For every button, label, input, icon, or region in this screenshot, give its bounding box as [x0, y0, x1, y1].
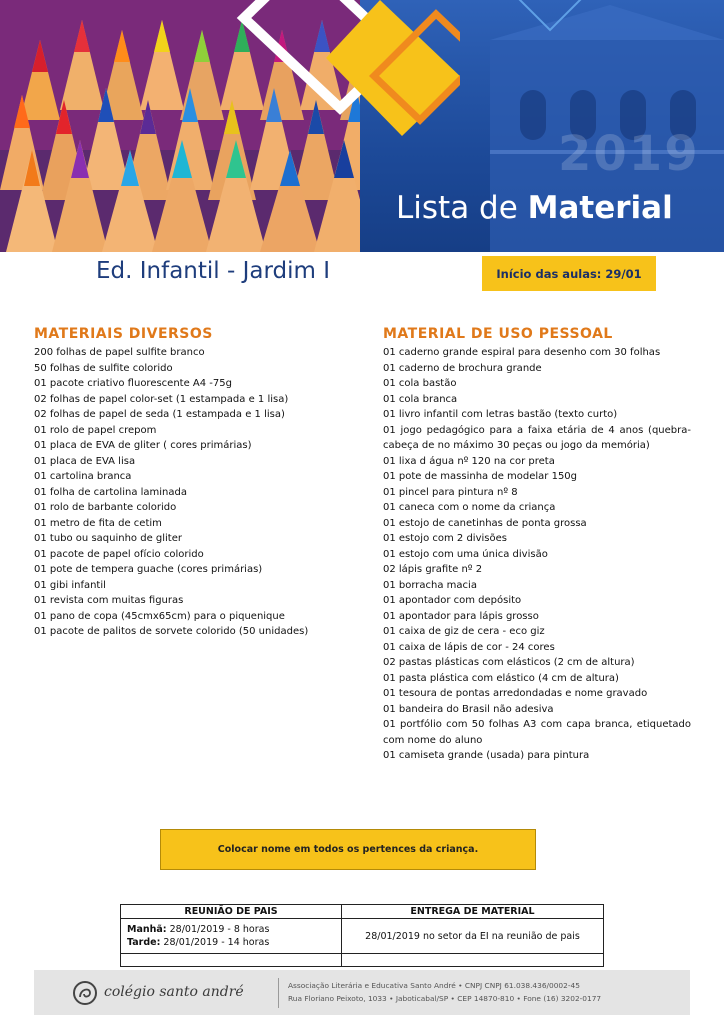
class-start-badge [482, 256, 656, 291]
footer [34, 970, 690, 1015]
list-item: 01 borracha macia [383, 579, 477, 591]
list-item: 01 metro de fita de cetim [34, 517, 162, 529]
meeting-times-cell [121, 919, 342, 954]
material-uso-pessoal-section [383, 326, 691, 764]
list-item: 01 cola bastão [383, 378, 457, 389]
list-item: 01 rolo de papel crepom [34, 424, 157, 436]
materiais-diversos-heading: MATERIAIS DIVERSOS [34, 326, 213, 342]
list-item: 02 pastas plásticas com elásticos (2 cm de altura) [383, 657, 635, 668]
list-item: 50 folhas de sulfite colorido [34, 362, 173, 374]
list-item: 01 cola branca [383, 393, 458, 405]
reuniao-header: REUNIÃO DE PAIS [121, 905, 342, 919]
empty-cell [342, 954, 604, 967]
list-item: 01 tesoura de pontas arredondadas e nome gravado [383, 688, 648, 699]
list-item: 200 folhas de papel sulfite branco [34, 347, 205, 358]
address-line-2: Rua Floriano Peixoto, 1033 • Jaboticabal/SP • CEP 14870-810 • Fone (16) 3202-0177 [288, 994, 602, 1003]
list-item: 01 placa de EVA de gliter ( cores primárias) [34, 440, 252, 451]
list-item: 02 folhas de papel color-set (1 estampada e 1 lisa) [34, 393, 289, 405]
list-item: 02 lápis grafite nº 2 [383, 564, 483, 575]
materiais-diversos-section [34, 326, 354, 640]
school-logo-icon [72, 980, 98, 1006]
list-item: 01 folha de cartolina laminada [34, 486, 187, 498]
decorative-squares [230, 0, 460, 200]
class-start-text: Início das aulas: 29/01 [496, 266, 642, 281]
list-item: 01 livro infantil com letras bastão (texto curto) [383, 409, 618, 420]
list-item: 01 pacote criativo fluorescente A4 -75g [34, 378, 232, 389]
material-uso-pessoal-heading: MATERIAL DE USO PESSOAL [383, 326, 613, 342]
list-item: 01 caderno grande espiral para desenho com 30 folhas [383, 347, 661, 358]
footer-address [288, 979, 601, 1005]
list-item: 01 pote de tempera guache (cores primárias) [34, 564, 263, 575]
table-row [121, 954, 604, 967]
title-light: Lista de [396, 190, 528, 226]
list-item: 01 caixa de giz de cera - eco giz [383, 626, 545, 637]
list-item: 01 pasta plástica com elástico (4 cm de altura) [383, 672, 619, 684]
material-uso-pessoal-list [383, 345, 691, 764]
list-item: 01 estojo com 2 divisões [383, 533, 507, 544]
list-item: 01 gibi infantil [34, 579, 106, 591]
page-title [396, 190, 716, 234]
header-banner [0, 0, 724, 252]
list-item: 01 tubo ou saquinho de gliter [34, 533, 182, 544]
afternoon-label: Tarde: [127, 937, 161, 948]
list-item: 01 caderno de brochura grande [383, 362, 542, 374]
list-item: 01 pano de copa (45cmx65cm) para o piquenique [34, 610, 285, 622]
list-item: 01 pacote de palitos de sorvete colorido (50 unidades) [34, 626, 309, 637]
list-item: 01 cartolina branca [34, 471, 132, 482]
list-item: 01 estojo de canetinhas de ponta grossa [383, 517, 587, 529]
list-item: 01 bandeira do Brasil não adesiva [383, 703, 554, 715]
list-item: 01 caneca com o nome da criança [383, 502, 556, 513]
list-item: 01 caixa de lápis de cor - 24 cores [383, 641, 555, 653]
school-brand-name: colégio santo andré [104, 984, 244, 1000]
list-item: 01 pote de massinha de modelar 150g [383, 471, 578, 482]
list-item: 01 pacote de papel ofício colorido [34, 548, 204, 560]
empty-cell [121, 954, 342, 967]
afternoon-value: 28/01/2019 - 14 horas [160, 937, 270, 948]
list-item: 01 revista com muitas figuras [34, 595, 184, 606]
delivery-cell: 28/01/2019 no setor da EI na reunião de pais [342, 919, 604, 954]
year-watermark: 2019 [558, 126, 700, 182]
list-item: 01 rolo de barbante colorido [34, 502, 177, 513]
footer-divider [278, 978, 279, 1008]
notice-text: Colocar nome em todos os pertences da criança. [217, 844, 479, 855]
list-item: 01 placa de EVA lisa [34, 455, 136, 467]
class-title: Ed. Infantil - Jardim I [96, 258, 331, 284]
list-item: 01 portfólio com 50 folhas A3 com capa branca, etiquetado com nome do aluno [383, 719, 691, 746]
address-line-1: Associação Literária e Educativa Santo André • CNPJ CNPJ 61.038.436/0002-45 [288, 981, 580, 990]
decorative-outline [500, 0, 600, 40]
schedule-table [120, 904, 604, 967]
morning-value: 28/01/2019 - 8 horas [166, 924, 270, 935]
list-item: 02 folhas de papel de seda (1 estampada e 1 lisa) [34, 409, 285, 420]
afternoon-line [127, 936, 335, 949]
title-bold: Material [527, 190, 673, 226]
list-item: 01 pincel para pintura nº 8 [383, 486, 518, 498]
entrega-header: ENTREGA DE MATERIAL [342, 905, 604, 919]
table-header-row [121, 905, 604, 919]
list-item: 01 jogo pedagógico para a faixa etária de 4 anos (quebra-cabeça de no máximo 30 peças ou jogo da memória) [383, 424, 691, 451]
morning-line [127, 923, 335, 936]
list-item: 01 estojo com uma única divisão [383, 548, 548, 560]
name-label-notice [160, 829, 536, 870]
table-row [121, 919, 604, 954]
list-item: 01 camiseta grande (usada) para pintura [383, 750, 590, 761]
list-item: 01 lixa d água nº 120 na cor preta [383, 455, 555, 467]
materiais-diversos-list [34, 345, 354, 640]
list-item: 01 apontador com depósito [383, 595, 522, 606]
list-item: 01 apontador para lápis grosso [383, 610, 539, 622]
morning-label: Manhã: [127, 924, 167, 935]
